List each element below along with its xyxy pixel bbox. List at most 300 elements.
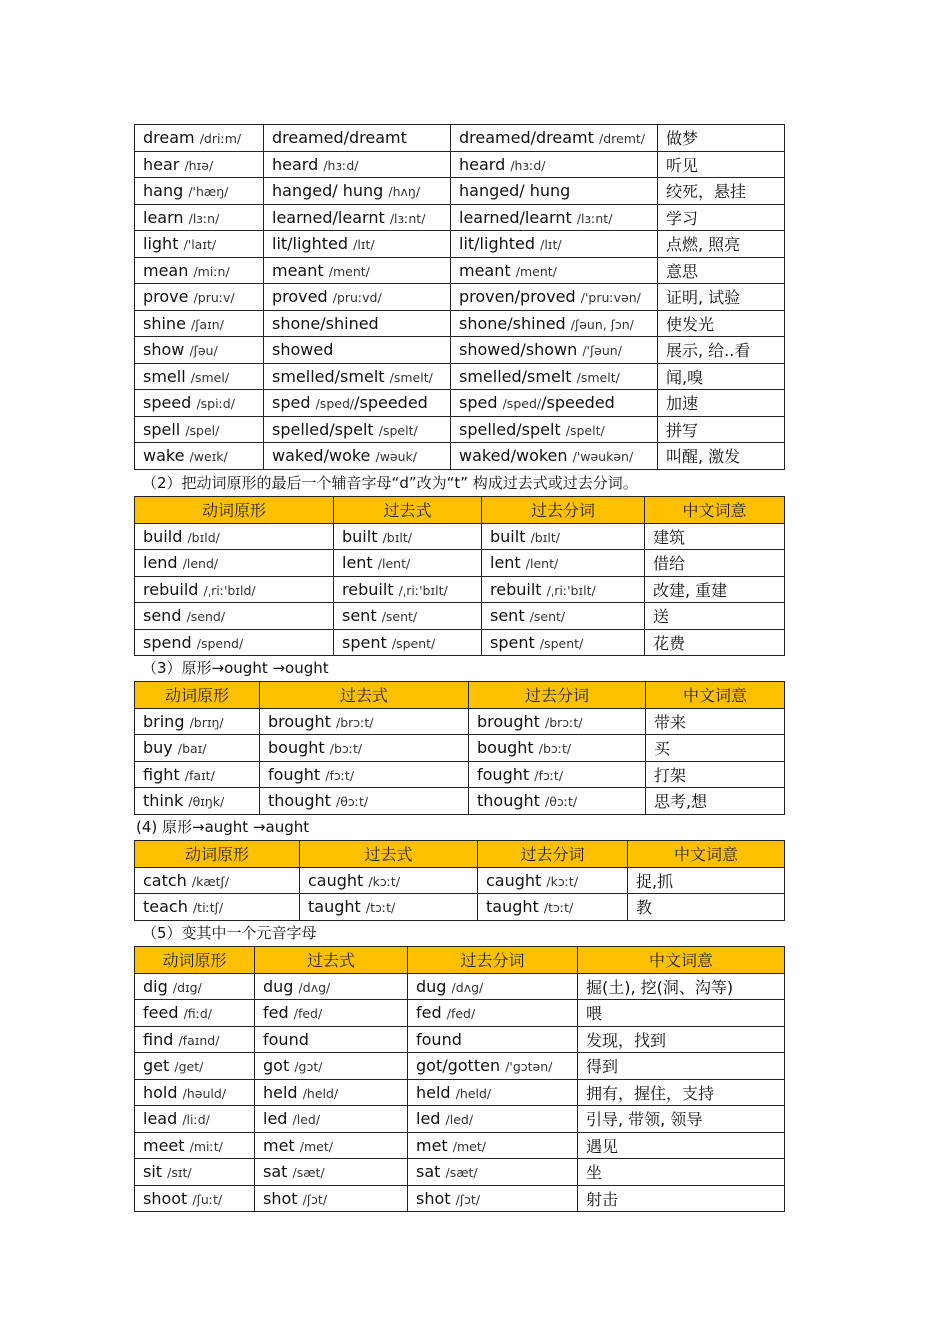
cell-past [264, 363, 451, 390]
pp-phonetic: /sæt/ [445, 1165, 478, 1181]
pp-phonetic: /lɜːnt/ [576, 210, 613, 226]
cell-cn: 点燃, 照亮 [658, 231, 785, 258]
cell-cn: 学习 [658, 204, 785, 231]
pp-word: sent [490, 606, 525, 626]
cell-pp [451, 204, 658, 231]
cell-base [135, 629, 334, 656]
pp-phonetic: /led/ [445, 1112, 474, 1128]
pp-phonetic: /spelt/ [565, 422, 605, 438]
pp-phonetic: /met/ [452, 1138, 486, 1154]
base-phonetic: /liːd/ [182, 1112, 210, 1128]
table-row [135, 1185, 785, 1212]
table-row [135, 257, 785, 284]
past-word: taught [308, 897, 361, 917]
base-word: lend [143, 553, 178, 573]
cell-base [135, 443, 264, 470]
cell-cn: 叫醒, 激发 [658, 443, 785, 470]
cell-cn: 捉,抓 [628, 867, 785, 894]
past-phonetic: /ˌriː'bɪlt/ [398, 582, 448, 598]
cell-pp [478, 867, 628, 894]
header-cn: 中文词意 [646, 682, 785, 709]
past-word: held [263, 1082, 298, 1102]
cell-cn: 引导, 带领, 领导 [578, 1106, 785, 1133]
cell-base [135, 735, 260, 762]
past-word: sent [342, 606, 377, 626]
past-phonetic: /met/ [299, 1138, 333, 1154]
table-row [135, 550, 785, 577]
pp-phonetic: /hɜːd/ [510, 157, 546, 173]
cell-past [334, 550, 482, 577]
cell-past [264, 231, 451, 258]
base-phonetic: /spend/ [196, 635, 244, 651]
pp-phonetic: /lent/ [525, 556, 559, 572]
past-phonetic: /hʌŋ/ [388, 184, 421, 200]
section-5 [134, 920, 784, 1212]
pp-phonetic: /'ʃəun/ [582, 343, 622, 359]
pp-alt: /speeded [541, 393, 615, 413]
past-word: met [263, 1135, 295, 1155]
table-row [135, 629, 785, 656]
past-word: shone/shined [272, 313, 379, 333]
past-phonetic: /held/ [302, 1085, 339, 1101]
cell-past [334, 523, 482, 550]
past-phonetic: /spelt/ [378, 422, 418, 438]
pp-phonetic: /ˌriː'bɪlt/ [546, 582, 596, 598]
base-phonetic: /pruːv/ [193, 290, 235, 306]
table-row [135, 576, 785, 603]
table-1-block [134, 124, 784, 470]
base-phonetic: /driːm/ [199, 131, 242, 147]
cell-cn: 听见 [658, 151, 785, 178]
header-base: 动词原形 [135, 497, 334, 524]
header-past: 过去式 [300, 841, 478, 868]
cell-base [135, 894, 300, 921]
past-phonetic: /dʌg/ [298, 979, 331, 995]
pp-phonetic: /bɔːt/ [538, 741, 572, 757]
cell-cn: 发现，找到 [578, 1026, 785, 1053]
base-word: speed [143, 393, 192, 413]
cell-pp [451, 151, 658, 178]
past-phonetic: /spent/ [391, 635, 436, 651]
table-row [135, 708, 785, 735]
past-word: rebuilt [342, 579, 394, 599]
cell-past [264, 416, 451, 443]
pp-phonetic: /'pruːvən/ [580, 290, 641, 306]
past-word: lent [342, 553, 373, 573]
pp-word: proven/proved [459, 287, 576, 307]
base-phonetic: /θɪŋk/ [188, 794, 225, 810]
base-word: think [143, 791, 184, 811]
base-word: sit [143, 1162, 163, 1182]
pp-word: learned/learnt [459, 207, 572, 227]
base-phonetic: /smel/ [190, 369, 230, 385]
base-phonetic: /lɜːn/ [188, 210, 220, 226]
cell-base [135, 576, 334, 603]
cell-past [260, 735, 469, 762]
cell-pp [451, 178, 658, 205]
past-word: bought [268, 738, 325, 758]
cell-pp [469, 708, 646, 735]
pp-word: spelled/spelt [459, 419, 561, 439]
past-word: waked/woke [272, 446, 371, 466]
cell-base [135, 1053, 255, 1080]
pp-word: held [416, 1082, 451, 1102]
table-row [135, 1053, 785, 1080]
past-word: shot [263, 1188, 298, 1208]
pp-word: lit/lighted [459, 234, 536, 254]
base-word: spend [143, 632, 192, 652]
past-word: fought [268, 764, 321, 784]
past-phonetic: /θɔːt/ [336, 794, 369, 810]
cell-pp [451, 363, 658, 390]
cell-base [135, 1185, 255, 1212]
base-phonetic: /hɪə/ [184, 157, 214, 173]
table-row [135, 603, 785, 630]
cell-base [135, 1106, 255, 1133]
base-phonetic: /bɪld/ [187, 529, 220, 545]
past-word: caught [308, 870, 364, 890]
cell-base [135, 708, 260, 735]
pp-phonetic: /ʃəun, ʃɔn/ [570, 316, 634, 332]
cell-past [264, 151, 451, 178]
base-word: mean [143, 260, 189, 280]
table-row [135, 973, 785, 1000]
pp-word: brought [477, 711, 540, 731]
base-word: catch [143, 870, 187, 890]
past-word: fed [263, 1003, 289, 1023]
past-word: thought [268, 791, 331, 811]
cell-pp [469, 788, 646, 815]
pp-phonetic: /sped/ [502, 396, 542, 412]
past-phonetic: /lent/ [377, 556, 411, 572]
cell-pp [408, 1026, 578, 1053]
cell-cn: 射击 [578, 1185, 785, 1212]
verb-table-3 [134, 681, 785, 815]
cell-cn: 花费 [645, 629, 785, 656]
pp-word: sped [459, 393, 498, 413]
cell-pp [408, 1132, 578, 1159]
base-phonetic: /weɪk/ [189, 449, 228, 465]
cell-past [255, 973, 408, 1000]
cell-pp [482, 603, 645, 630]
section-3-caption: （3）原形→ought →ought [142, 659, 329, 677]
table-row [135, 337, 785, 364]
base-word: send [143, 606, 182, 626]
cell-cn: 送 [645, 603, 785, 630]
past-phonetic: /gɔt/ [294, 1059, 323, 1075]
cell-base [135, 363, 264, 390]
cell-past [300, 867, 478, 894]
cell-cn: 使发光 [658, 310, 785, 337]
cell-cn: 思考,想 [646, 788, 785, 815]
past-word: built [342, 526, 378, 546]
cell-pp [451, 337, 658, 364]
base-word: shine [143, 313, 186, 333]
pp-word: dug [416, 976, 447, 996]
base-phonetic: /spiːd/ [196, 396, 235, 412]
table-row [135, 1159, 785, 1186]
pp-word: led [416, 1109, 441, 1129]
cell-past [255, 1026, 408, 1053]
base-phonetic: /faɪnd/ [178, 1032, 220, 1048]
table-row [135, 284, 785, 311]
header-pp: 过去分词 [478, 841, 628, 868]
past-phonetic: /ʃɔt/ [302, 1191, 328, 1207]
cell-past [334, 603, 482, 630]
past-word: brought [268, 711, 331, 731]
table-row [135, 761, 785, 788]
pp-phonetic: /'gɔtən/ [505, 1059, 553, 1075]
base-word: buy [143, 738, 173, 758]
pp-word: shone/shined [459, 313, 566, 333]
base-word: hear [143, 154, 180, 174]
cell-cn: 打架 [646, 761, 785, 788]
base-word: hold [143, 1082, 178, 1102]
cell-cn: 拼写 [658, 416, 785, 443]
cell-base [135, 337, 264, 364]
header-pp: 过去分词 [469, 682, 646, 709]
cell-cn: 遇见 [578, 1132, 785, 1159]
table-row [135, 204, 785, 231]
cell-base [135, 550, 334, 577]
base-word: dream [143, 128, 195, 148]
cell-pp [408, 1185, 578, 1212]
cell-cn: 带来 [646, 708, 785, 735]
pp-word: heard [459, 154, 506, 174]
header-base: 动词原形 [135, 947, 255, 974]
past-phonetic: /pruːvd/ [332, 290, 382, 306]
base-word: lead [143, 1109, 178, 1129]
past-phonetic: /bɪlt/ [382, 529, 412, 545]
past-phonetic: /sent/ [381, 609, 418, 625]
base-phonetic: /ʃuːt/ [192, 1191, 223, 1207]
pp-word: rebuilt [490, 579, 542, 599]
base-phonetic: /dɪg/ [172, 979, 202, 995]
pp-word: thought [477, 791, 540, 811]
cell-pp [482, 550, 645, 577]
cell-base [135, 761, 260, 788]
verb-table-4 [134, 840, 785, 921]
pp-phonetic: /dʌg/ [451, 979, 484, 995]
past-phonetic: /led/ [292, 1112, 321, 1128]
section-2-caption: （2）把动词原形的最后一个辅音字母“d”改为“t” 构成过去式或过去分词。 [142, 474, 638, 492]
table-row [135, 151, 785, 178]
pp-word: smelled/smelt [459, 366, 572, 386]
table-row [135, 231, 785, 258]
past-word: led [263, 1109, 288, 1129]
cell-base [135, 151, 264, 178]
table-row [135, 310, 785, 337]
pp-phonetic: /sent/ [529, 609, 566, 625]
cell-past [260, 761, 469, 788]
cell-cn: 改建, 重建 [645, 576, 785, 603]
cell-base [135, 231, 264, 258]
past-phonetic: /kɔːt/ [368, 873, 401, 889]
section-5-caption: （5）变其中一个元音字母 [142, 924, 317, 942]
cell-cn: 意思 [658, 257, 785, 284]
pp-word: waked/woken [459, 446, 568, 466]
header-pp: 过去分词 [482, 497, 645, 524]
cell-cn: 得到 [578, 1053, 785, 1080]
cell-cn: 闻,嗅 [658, 363, 785, 390]
base-phonetic: /miːn/ [193, 263, 230, 279]
past-phonetic: /fɔːt/ [325, 767, 355, 783]
base-word: prove [143, 287, 189, 307]
cell-pp [408, 973, 578, 1000]
base-phonetic: /ʃaɪn/ [191, 316, 224, 332]
pp-word: fought [477, 764, 530, 784]
cell-pp [408, 1000, 578, 1027]
pp-phonetic: /kɔːt/ [546, 873, 579, 889]
header-cn: 中文词意 [578, 947, 785, 974]
base-phonetic: /spel/ [185, 422, 220, 438]
pp-word: showed/shown [459, 340, 578, 360]
base-word: spell [143, 419, 181, 439]
past-word: showed [272, 340, 334, 360]
base-word: light [143, 234, 179, 254]
table-row [135, 363, 785, 390]
base-phonetic: /baɪ/ [177, 741, 207, 757]
cell-cn: 证明, 试验 [658, 284, 785, 311]
cell-pp [451, 231, 658, 258]
cell-cn: 展示, 给..看 [658, 337, 785, 364]
cell-base [135, 523, 334, 550]
table-row [135, 1106, 785, 1133]
cell-base [135, 1079, 255, 1106]
base-word: teach [143, 897, 188, 917]
base-word: dig [143, 976, 168, 996]
cell-base [135, 1000, 255, 1027]
past-alt: /speeded [354, 393, 428, 413]
cell-cn: 喂 [578, 1000, 785, 1027]
pp-phonetic: /spent/ [539, 635, 584, 651]
base-word: learn [143, 207, 184, 227]
pp-word: dreamed/dreamt [459, 128, 594, 148]
cell-pp [451, 284, 658, 311]
base-word: build [143, 526, 183, 546]
cell-past [334, 629, 482, 656]
pp-word: bought [477, 738, 534, 758]
past-word: dug [263, 976, 294, 996]
cell-cn: 买 [646, 735, 785, 762]
table-row [135, 443, 785, 470]
past-word: meant [272, 260, 324, 280]
past-phonetic: /tɔːt/ [365, 900, 396, 916]
pp-word: got/gotten [416, 1056, 501, 1076]
cell-pp [451, 310, 658, 337]
base-word: feed [143, 1003, 179, 1023]
section-4 [134, 814, 784, 921]
cell-pp [469, 735, 646, 762]
cell-pp [408, 1106, 578, 1133]
base-phonetic: /lend/ [182, 556, 219, 572]
past-word: found [263, 1029, 309, 1049]
base-phonetic: /send/ [186, 609, 226, 625]
cell-pp [408, 1159, 578, 1186]
table-row [135, 1132, 785, 1159]
table-row [135, 867, 785, 894]
base-phonetic: /fiːd/ [183, 1006, 213, 1022]
table-row [135, 178, 785, 205]
cell-past [255, 1185, 408, 1212]
past-word: learned/learnt [272, 207, 385, 227]
base-word: rebuild [143, 579, 199, 599]
table-row [135, 125, 785, 152]
pp-word: caught [486, 870, 542, 890]
pp-phonetic: /held/ [455, 1085, 492, 1101]
past-phonetic: /lɜːnt/ [389, 210, 426, 226]
past-phonetic: /smelt/ [389, 369, 433, 385]
cell-base [135, 1132, 255, 1159]
cell-base [135, 310, 264, 337]
cell-past [264, 257, 451, 284]
pp-word: found [416, 1029, 462, 1049]
past-word: sat [263, 1162, 288, 1182]
base-word: get [143, 1056, 170, 1076]
cell-pp [482, 523, 645, 550]
base-phonetic: /həuld/ [182, 1085, 226, 1101]
cell-base [135, 867, 300, 894]
verb-table-1 [134, 124, 785, 470]
cell-past [300, 894, 478, 921]
base-phonetic: /ˌriː'bɪld/ [203, 582, 256, 598]
past-phonetic: /lɪt/ [353, 237, 375, 253]
cell-past [334, 576, 482, 603]
pp-phonetic: /θɔːt/ [545, 794, 578, 810]
past-phonetic: /sped/ [315, 396, 355, 412]
section-3 [134, 655, 784, 815]
cell-past [264, 284, 451, 311]
cell-base [135, 1159, 255, 1186]
cell-pp [478, 894, 628, 921]
cell-pp [451, 257, 658, 284]
cell-past [264, 390, 451, 417]
base-word: fight [143, 764, 180, 784]
pp-word: fed [416, 1003, 442, 1023]
pp-word: shot [416, 1188, 451, 1208]
cell-past [255, 1106, 408, 1133]
base-word: hang [143, 181, 184, 201]
base-word: wake [143, 446, 185, 466]
cell-past [264, 204, 451, 231]
cell-past [255, 1159, 408, 1186]
cell-pp [451, 390, 658, 417]
base-phonetic: /sɪt/ [167, 1165, 192, 1181]
past-word: lit/lighted [272, 234, 349, 254]
table-row [135, 1000, 785, 1027]
cell-pp [451, 125, 658, 152]
verb-table-5 [134, 946, 785, 1212]
table-row [135, 1026, 785, 1053]
base-phonetic: /'hæŋ/ [188, 184, 229, 200]
header-cn: 中文词意 [645, 497, 785, 524]
past-word: got [263, 1056, 290, 1076]
cell-past [264, 337, 451, 364]
cell-base [135, 257, 264, 284]
cell-base [135, 284, 264, 311]
table-row [135, 523, 785, 550]
past-phonetic: /ment/ [328, 263, 370, 279]
base-phonetic: /'laɪt/ [183, 237, 217, 253]
table-row [135, 416, 785, 443]
base-phonetic: /ʃəu/ [189, 343, 218, 359]
base-phonetic: /get/ [174, 1059, 204, 1075]
cell-base [135, 1026, 255, 1053]
header-base: 动词原形 [135, 841, 300, 868]
cell-pp [469, 761, 646, 788]
table-row [135, 1079, 785, 1106]
cell-base [135, 416, 264, 443]
